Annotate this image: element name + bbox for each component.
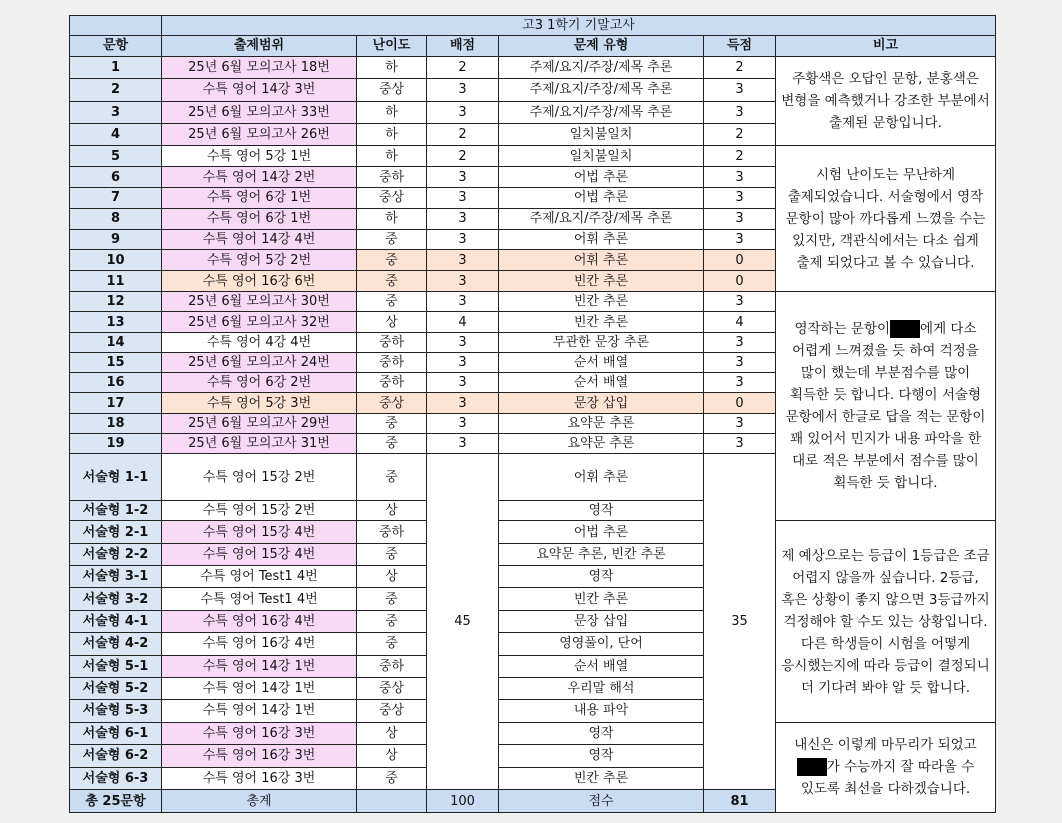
note-essay [776,292,996,521]
question-points: 3 [427,188,499,209]
question-score: 2 [704,146,776,167]
essay-question-type: 어법 추론 [499,521,704,543]
question-points: 2 [427,123,499,145]
question-source: 수특 영어 16강 6번 [162,271,357,292]
question-type: 어휘 추론 [499,250,704,271]
question-number: 4 [70,123,162,145]
note-grade-forecast-text-0: 제 예상으로는 등급이 1등급은 조금 어렵지 않을까 싶습니다. 2등급, 혹은 상황이 좋지 않으면 3등급까지 걱정해야 할 수도 있는 상황입니다. 다른 학생들이 시험을 어떻게 응시했는지에 따라 등급이 결정되니 더 기다려 봐야 알 듯 합니다. [781,547,990,696]
question-type: 어휘 추론 [499,229,704,250]
question-source: 수특 영어 5강 3번 [162,393,357,413]
question-points: 3 [427,373,499,393]
essay-question-number: 서술형 5-1 [70,655,162,677]
question-points: 3 [427,352,499,372]
essay-question-difficulty: 중상 [357,700,427,722]
essay-question-difficulty: 중 [357,454,427,501]
question-difficulty: 중하 [357,352,427,372]
question-points: 3 [427,393,499,413]
question-number: 3 [70,101,162,123]
header-num: 문항 [70,36,162,56]
header-type: 문제 유형 [499,36,704,56]
question-difficulty: 중하 [357,332,427,352]
question-difficulty: 중상 [357,188,427,209]
question-source: 25년 6월 모의고사 33번 [162,101,357,123]
question-source: 수특 영어 5강 1번 [162,146,357,167]
essay-question-difficulty: 중 [357,633,427,655]
essay-question-type: 내용 파악 [499,700,704,722]
essay-question-type: 요약문 추론, 빈칸 추론 [499,543,704,565]
question-number: 14 [70,332,162,352]
question-points: 3 [427,271,499,292]
question-score: 4 [704,312,776,332]
note-difficulty-text-0: 시험 난이도는 무난하게 출제되었습니다. 서술형에서 영작 문항이 많아 까다롭게 느꼈을 수는 있지만, 객관식에서는 다소 쉽게 출제 되었다고 볼 수 있습니다. [785,166,986,271]
essay-question-source: 수특 영어 15강 4번 [162,543,357,565]
title-left-spacer [70,16,162,36]
question-source: 수특 영어 14강 3번 [162,79,357,101]
essay-question-type: 빈칸 추론 [499,767,704,789]
question-points: 2 [427,146,499,167]
question-points: 3 [427,332,499,352]
essay-question-number: 서술형 5-2 [70,677,162,699]
exam-result-sheet [69,15,995,813]
question-type: 문장 삽입 [499,393,704,413]
question-type: 주제/요지/주장/제목 추론 [499,208,704,229]
question-source: 25년 6월 모의고사 24번 [162,352,357,372]
question-type: 빈칸 추론 [499,312,704,332]
question-number: 2 [70,79,162,101]
question-score: 3 [704,229,776,250]
table-row [70,146,996,167]
essay-question-source: 수특 영어 Test1 4번 [162,566,357,588]
essay-question-difficulty: 중 [357,588,427,610]
essay-question-source: 수특 영어 16강 4번 [162,633,357,655]
essay-question-difficulty: 중상 [357,677,427,699]
question-type: 일치불일치 [499,123,704,145]
question-number: 13 [70,312,162,332]
question-score: 3 [704,413,776,433]
question-type: 주제/요지/주장/제목 추론 [499,79,704,101]
essay-question-number: 서술형 3-2 [70,588,162,610]
question-points: 3 [427,167,499,188]
note-essay-text-2: 에게 다소 어렵게 느껴졌을 듯 하여 걱정을 많이 했는데 부분점수를 많이 획득한 듯 합니다. 다행이 서술형 문항에서 한글로 답을 적는 문항이 꽤 있어서 민지가 내용 파악을 한 대로 적은 부분에서 점수를 많이 획득한 듯 합니다. [785,321,986,492]
essay-question-number: 서술형 2-1 [70,521,162,543]
table-row [70,521,996,543]
question-difficulty: 중하 [357,167,427,188]
question-difficulty: 중 [357,433,427,453]
essay-question-source: 수특 영어 16강 4번 [162,610,357,632]
header-row [70,36,996,56]
essay-question-source: 수특 영어 14강 1번 [162,700,357,722]
header-source: 출제범위 [162,36,357,56]
question-type: 요약문 추론 [499,413,704,433]
question-difficulty: 하 [357,56,427,78]
question-number: 6 [70,167,162,188]
question-difficulty: 상 [357,312,427,332]
note-color-legend [776,56,996,146]
question-number: 8 [70,208,162,229]
question-type: 빈칸 추론 [499,271,704,292]
essay-question-number: 서술형 1-2 [70,501,162,521]
question-difficulty: 중 [357,229,427,250]
question-score: 3 [704,188,776,209]
essay-question-difficulty: 중 [357,543,427,565]
question-difficulty: 중하 [357,373,427,393]
essay-question-difficulty: 상 [357,722,427,744]
question-score: 3 [704,352,776,372]
essay-question-number: 서술형 6-1 [70,722,162,744]
question-points: 3 [427,208,499,229]
essay-question-source: 수특 영어 14강 1번 [162,677,357,699]
essay-question-type: 빈칸 추론 [499,588,704,610]
question-points: 3 [427,413,499,433]
essay-question-difficulty: 상 [357,501,427,521]
question-type: 순서 배열 [499,352,704,372]
note-closing-text-2: 가 수능까지 잘 따라올 수 있도록 최선을 다하겠습니다. [800,759,975,798]
essay-total-score: 35 [704,454,776,790]
essay-question-source: 수특 영어 16강 3번 [162,745,357,767]
question-score: 3 [704,332,776,352]
header-points: 배점 [427,36,499,56]
question-number: 11 [70,271,162,292]
question-source: 25년 6월 모의고사 18번 [162,56,357,78]
question-number: 17 [70,393,162,413]
essay-question-number: 서술형 5-3 [70,700,162,722]
question-points: 2 [427,56,499,78]
essay-question-number: 서술형 6-2 [70,745,162,767]
question-score: 3 [704,167,776,188]
essay-question-source: 수특 영어 14강 1번 [162,655,357,677]
total-count: 총 25문항 [70,790,162,813]
essay-question-type: 우리말 해석 [499,677,704,699]
question-number: 10 [70,250,162,271]
question-points: 3 [427,101,499,123]
note-closing [776,722,996,812]
title-row [70,16,996,36]
total-points: 100 [427,790,499,813]
question-points: 3 [427,79,499,101]
essay-question-number: 서술형 6-3 [70,767,162,789]
question-points: 3 [427,229,499,250]
essay-question-source: 수특 영어 15강 2번 [162,454,357,501]
question-source: 수특 영어 14강 2번 [162,167,357,188]
question-difficulty: 중상 [357,79,427,101]
question-number: 16 [70,373,162,393]
question-score: 0 [704,250,776,271]
header-difficulty: 난이도 [357,36,427,56]
question-source: 수특 영어 6강 1번 [162,208,357,229]
essay-total-points: 45 [427,454,499,790]
question-number: 15 [70,352,162,372]
redacted-name-block [890,320,920,338]
question-score: 3 [704,373,776,393]
question-source: 25년 6월 모의고사 26번 [162,123,357,145]
question-score: 3 [704,208,776,229]
question-type: 주제/요지/주장/제목 추론 [499,56,704,78]
question-source: 수특 영어 6강 1번 [162,188,357,209]
question-number: 18 [70,413,162,433]
question-difficulty: 중 [357,292,427,312]
essay-question-difficulty: 중하 [357,521,427,543]
question-type: 요약문 추론 [499,433,704,453]
exam-result-table [69,15,996,813]
question-source: 25년 6월 모의고사 32번 [162,312,357,332]
essay-question-source: 수특 영어 16강 3번 [162,722,357,744]
essay-question-type: 영영풀이, 단어 [499,633,704,655]
essay-question-number: 서술형 2-2 [70,543,162,565]
question-type: 일치불일치 [499,146,704,167]
question-score: 3 [704,433,776,453]
header-remarks: 비고 [776,36,996,56]
table-row [70,56,996,78]
note-closing-text-0: 내신은 이렇게 마무리가 되었고 [794,737,977,754]
question-type: 순서 배열 [499,373,704,393]
question-score: 0 [704,393,776,413]
question-difficulty: 중 [357,250,427,271]
question-difficulty: 중 [357,413,427,433]
question-source: 25년 6월 모의고사 29번 [162,413,357,433]
question-score: 3 [704,292,776,312]
essay-question-difficulty: 상 [357,566,427,588]
exam-title: 고3 1학기 기말고사 [162,16,996,36]
question-difficulty: 하 [357,123,427,145]
essay-question-type: 영작 [499,566,704,588]
question-source: 수특 영어 14강 4번 [162,229,357,250]
essay-question-type: 문장 삽입 [499,610,704,632]
question-number: 5 [70,146,162,167]
essay-question-number: 서술형 4-1 [70,610,162,632]
essay-question-source: 수특 영어 15강 4번 [162,521,357,543]
question-number: 12 [70,292,162,312]
note-color-legend-text-0: 주황색은 오답인 문항, 분홍색은 변형을 예측했거나 강조한 부분에서 출제된 문항입니다. [781,71,990,131]
essay-question-difficulty: 상 [357,745,427,767]
total-score: 81 [704,790,776,813]
total-label: 총계 [162,790,357,813]
note-grade-forecast [776,521,996,722]
note-difficulty [776,146,996,292]
question-number: 9 [70,229,162,250]
essay-question-difficulty: 중하 [357,655,427,677]
essay-question-type: 어휘 추론 [499,454,704,501]
score-label: 점수 [499,790,704,813]
essay-question-source: 수특 영어 Test1 4번 [162,588,357,610]
essay-question-source: 수특 영어 16강 3번 [162,767,357,789]
question-points: 3 [427,433,499,453]
table-row [70,292,996,312]
question-source: 25년 6월 모의고사 30번 [162,292,357,312]
question-points: 3 [427,292,499,312]
question-type: 빈칸 추론 [499,292,704,312]
header-score: 득점 [704,36,776,56]
question-difficulty: 중상 [357,393,427,413]
question-source: 25년 6월 모의고사 31번 [162,433,357,453]
question-source: 수특 영어 6강 2번 [162,373,357,393]
note-essay-text-0: 영작하는 문항이 [794,321,891,338]
question-score: 2 [704,56,776,78]
essay-question-number: 서술형 3-1 [70,566,162,588]
question-difficulty: 하 [357,208,427,229]
question-score: 3 [704,101,776,123]
question-type: 어법 추론 [499,167,704,188]
question-source: 수특 영어 4강 4번 [162,332,357,352]
essay-question-difficulty: 중 [357,610,427,632]
essay-question-type: 영작 [499,745,704,767]
question-difficulty: 하 [357,146,427,167]
question-score: 3 [704,79,776,101]
question-score: 0 [704,271,776,292]
essay-question-type: 순서 배열 [499,655,704,677]
question-points: 4 [427,312,499,332]
question-score: 2 [704,123,776,145]
total-blank-difficulty [357,790,427,813]
question-points: 3 [427,250,499,271]
question-number: 7 [70,188,162,209]
question-number: 19 [70,433,162,453]
question-source: 수특 영어 5강 2번 [162,250,357,271]
essay-question-difficulty: 중 [357,767,427,789]
redacted-name-block [797,758,827,776]
essay-question-number: 서술형 1-1 [70,454,162,501]
essay-question-type: 영작 [499,501,704,521]
question-type: 주제/요지/주장/제목 추론 [499,101,704,123]
question-type: 어법 추론 [499,188,704,209]
question-number: 1 [70,56,162,78]
question-difficulty: 중 [357,271,427,292]
question-type: 무관한 문장 추론 [499,332,704,352]
table-row [70,722,996,744]
essay-question-source: 수특 영어 15강 2번 [162,501,357,521]
essay-question-number: 서술형 4-2 [70,633,162,655]
question-difficulty: 하 [357,101,427,123]
essay-question-type: 영작 [499,722,704,744]
